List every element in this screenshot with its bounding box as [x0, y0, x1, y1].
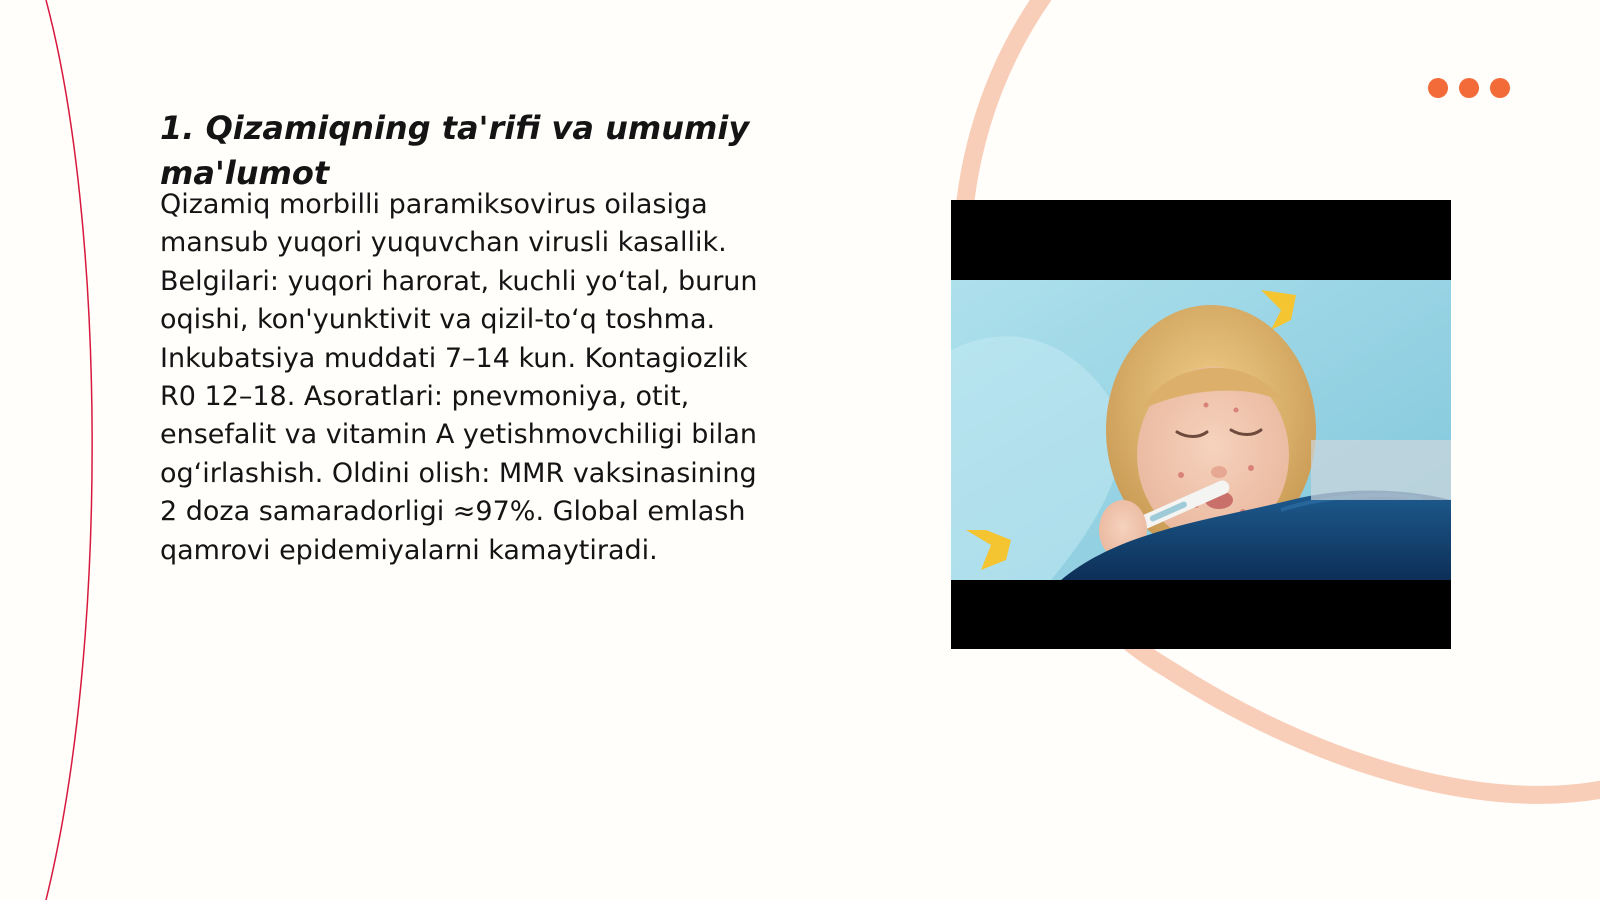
body-line: Inkubatsiya muddati 7–14 kun. Kontagiozlik [160, 342, 748, 374]
dot-icon [1428, 78, 1448, 98]
title-line: ma'lumot [160, 154, 330, 192]
body-line: 2 doza samaradorligi ≈97%. Global emlash [160, 496, 746, 528]
body-line: ensefalit va vitamin A yetishmovchiligi bilan [160, 419, 758, 451]
body-line: mansub yuqori yuquvchan virusli kasallik. [160, 227, 727, 259]
body-line: Qizamiq morbilli paramiksovirus oilasiga [160, 189, 708, 220]
body-line: R0 12–18. Asoratlari: pnevmoniya, otit, [160, 381, 690, 413]
body-line: oqishi, kon'yunktivit va qizil-to‘q toshma. [160, 304, 716, 336]
body-line: qamrovi epidemiyalarni kamaytiradi. [160, 534, 658, 566]
slide-title [160, 106, 860, 196]
sick-child-photo [951, 200, 1451, 649]
dots-decoration [1428, 78, 1510, 98]
body-line: Belgilari: yuqori harorat, kuchli yo‘tal, burun [160, 265, 758, 297]
left-red-curve [46, 0, 92, 900]
dot-icon [1490, 78, 1510, 98]
photo-illustration [951, 200, 1451, 649]
body-line: og‘irlashish. Oldini olish: MMR vaksinasining [160, 457, 757, 489]
dot-icon [1459, 78, 1479, 98]
slide-body [160, 186, 860, 570]
title-line: 1. Qizamiqning ta'rifi va umumiy [160, 109, 750, 147]
